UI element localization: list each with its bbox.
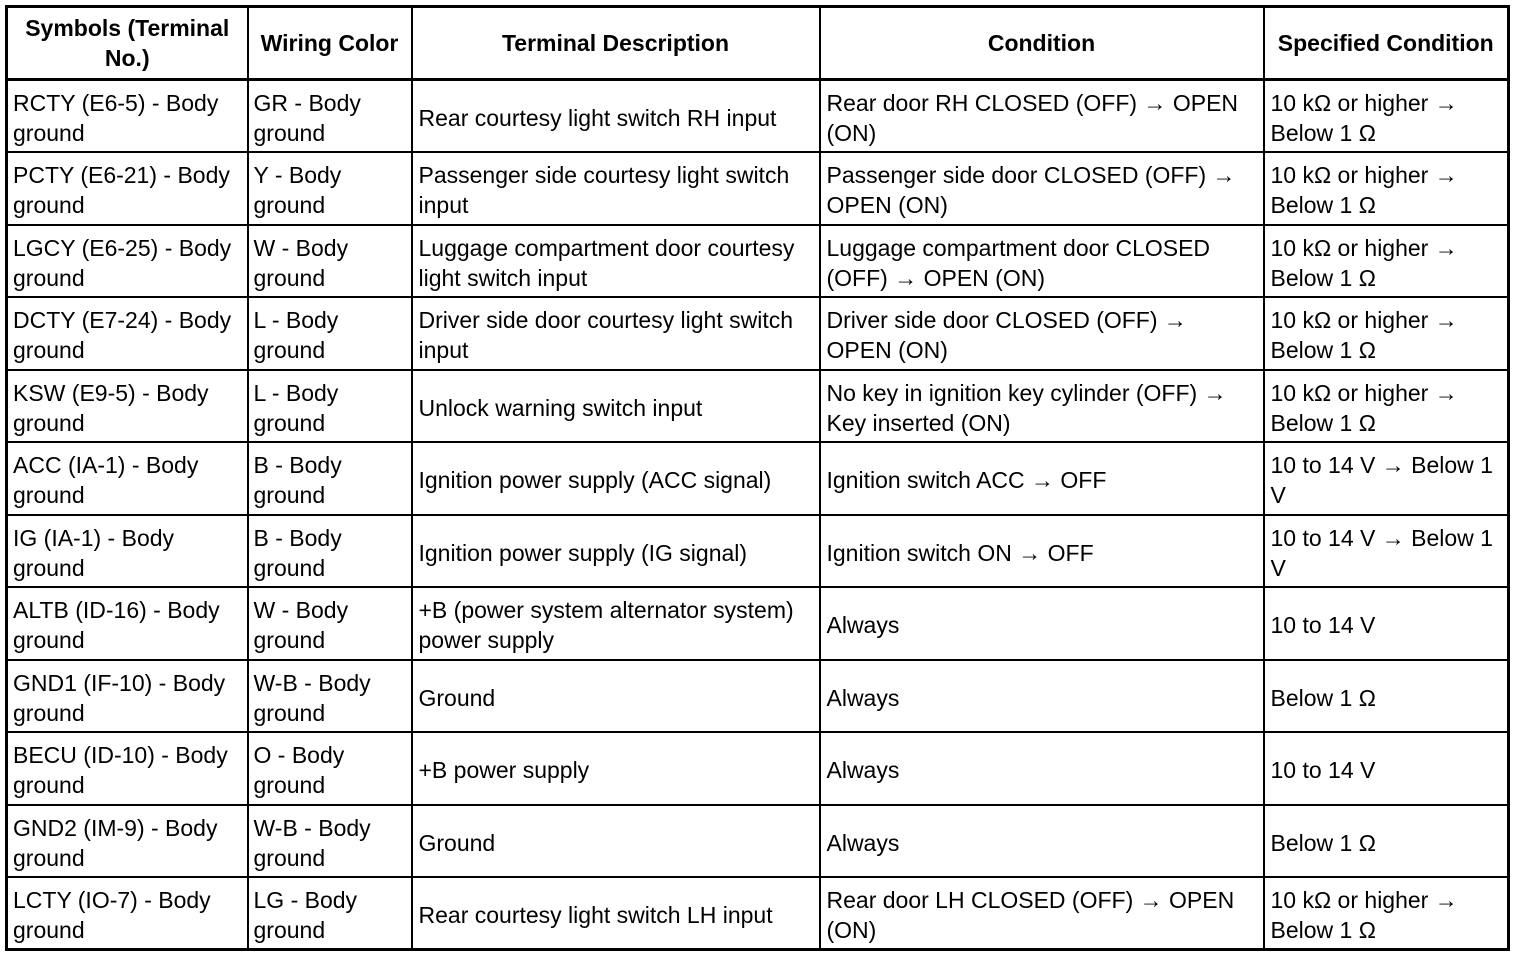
table-header — [7, 7, 1509, 80]
cell-wiring-color: GR - Body ground — [248, 80, 412, 153]
cell-terminal-description: Ignition power supply (IG signal) — [412, 515, 820, 588]
cell-specified-condition: 10 kΩ or higher → Below 1 Ω — [1264, 152, 1509, 225]
cell-specified-condition: 10 kΩ or higher → Below 1 Ω — [1264, 370, 1509, 443]
cell-symbol: PCTY (E6-21) - Body ground — [7, 152, 248, 225]
cell-symbol: ACC (IA-1) - Body ground — [7, 442, 248, 515]
cell-condition: Always — [820, 660, 1264, 733]
cell-wiring-color: W-B - Body ground — [248, 660, 412, 733]
cell-terminal-description: Ignition power supply (ACC signal) — [412, 442, 820, 515]
cell-wiring-color: LG - Body ground — [248, 877, 412, 950]
cell-wiring-color: L - Body ground — [248, 297, 412, 370]
cell-terminal-description: Rear courtesy light switch RH input — [412, 80, 820, 153]
cell-symbol: LGCY (E6-25) - Body ground — [7, 225, 248, 298]
header-row — [7, 7, 1509, 80]
cell-wiring-color: O - Body ground — [248, 732, 412, 805]
cell-wiring-color: W - Body ground — [248, 587, 412, 660]
cell-specified-condition: 10 to 14 V — [1264, 732, 1509, 805]
cell-symbol: GND2 (IM-9) - Body ground — [7, 805, 248, 878]
cell-wiring-color: B - Body ground — [248, 515, 412, 588]
cell-wiring-color: Y - Body ground — [248, 152, 412, 225]
cell-specified-condition: 10 to 14 V — [1264, 587, 1509, 660]
cell-terminal-description: Passenger side courtesy light switch input — [412, 152, 820, 225]
cell-terminal-description: Ground — [412, 805, 820, 878]
table-body — [7, 80, 1509, 950]
cell-specified-condition: Below 1 Ω — [1264, 805, 1509, 878]
cell-wiring-color: L - Body ground — [248, 370, 412, 443]
cell-condition: Passenger side door CLOSED (OFF) → OPEN (ON) — [820, 152, 1264, 225]
cell-terminal-description: Luggage compartment door courtesy light switch input — [412, 225, 820, 298]
cell-symbol: IG (IA-1) - Body ground — [7, 515, 248, 588]
cell-condition: Always — [820, 732, 1264, 805]
table-row — [7, 80, 1509, 153]
cell-wiring-color: W-B - Body ground — [248, 805, 412, 878]
cell-terminal-description: Unlock warning switch input — [412, 370, 820, 443]
cell-specified-condition: 10 kΩ or higher → Below 1 Ω — [1264, 297, 1509, 370]
cell-condition: Ignition switch ACC → OFF — [820, 442, 1264, 515]
cell-condition: Always — [820, 587, 1264, 660]
cell-symbol: RCTY (E6-5) - Body ground — [7, 80, 248, 153]
table-row — [7, 442, 1509, 515]
cell-specified-condition: 10 to 14 V → Below 1 V — [1264, 442, 1509, 515]
cell-condition: No key in ignition key cylinder (OFF) → Key inserted (ON) — [820, 370, 1264, 443]
cell-condition: Ignition switch ON → OFF — [820, 515, 1264, 588]
cell-terminal-description: Rear courtesy light switch LH input — [412, 877, 820, 950]
table-row — [7, 152, 1509, 225]
cell-symbol: DCTY (E7-24) - Body ground — [7, 297, 248, 370]
header-terminal-description: Terminal Description — [412, 7, 820, 80]
table-row — [7, 732, 1509, 805]
cell-symbol: LCTY (IO-7) - Body ground — [7, 877, 248, 950]
cell-wiring-color: W - Body ground — [248, 225, 412, 298]
cell-condition: Luggage compartment door CLOSED (OFF) → OPEN (ON) — [820, 225, 1264, 298]
table-row — [7, 225, 1509, 298]
terminal-inspection-table — [5, 5, 1510, 951]
cell-condition: Always — [820, 805, 1264, 878]
cell-terminal-description: +B (power system alternator system) power supply — [412, 587, 820, 660]
cell-terminal-description: +B power supply — [412, 732, 820, 805]
cell-specified-condition: 10 kΩ or higher → Below 1 Ω — [1264, 80, 1509, 153]
table-row — [7, 660, 1509, 733]
cell-symbol: KSW (E9-5) - Body ground — [7, 370, 248, 443]
cell-specified-condition: 10 to 14 V → Below 1 V — [1264, 515, 1509, 588]
cell-terminal-description: Ground — [412, 660, 820, 733]
table-row — [7, 805, 1509, 878]
header-specified-condition: Specified Condition — [1264, 7, 1509, 80]
cell-wiring-color: B - Body ground — [248, 442, 412, 515]
table-row — [7, 515, 1509, 588]
cell-symbol: GND1 (IF-10) - Body ground — [7, 660, 248, 733]
cell-specified-condition: 10 kΩ or higher → Below 1 Ω — [1264, 877, 1509, 950]
cell-condition: Driver side door CLOSED (OFF) → OPEN (ON) — [820, 297, 1264, 370]
cell-terminal-description: Driver side door courtesy light switch input — [412, 297, 820, 370]
header-symbols: Symbols (Terminal No.) — [7, 7, 248, 80]
cell-specified-condition: 10 kΩ or higher → Below 1 Ω — [1264, 225, 1509, 298]
cell-specified-condition: Below 1 Ω — [1264, 660, 1509, 733]
cell-symbol: BECU (ID-10) - Body ground — [7, 732, 248, 805]
header-condition: Condition — [820, 7, 1264, 80]
table-row — [7, 370, 1509, 443]
table-row — [7, 587, 1509, 660]
cell-condition: Rear door RH CLOSED (OFF) → OPEN (ON) — [820, 80, 1264, 153]
cell-condition: Rear door LH CLOSED (OFF) → OPEN (ON) — [820, 877, 1264, 950]
cell-symbol: ALTB (ID-16) - Body ground — [7, 587, 248, 660]
table-row — [7, 297, 1509, 370]
table-row — [7, 877, 1509, 950]
header-wiring-color: Wiring Color — [248, 7, 412, 80]
